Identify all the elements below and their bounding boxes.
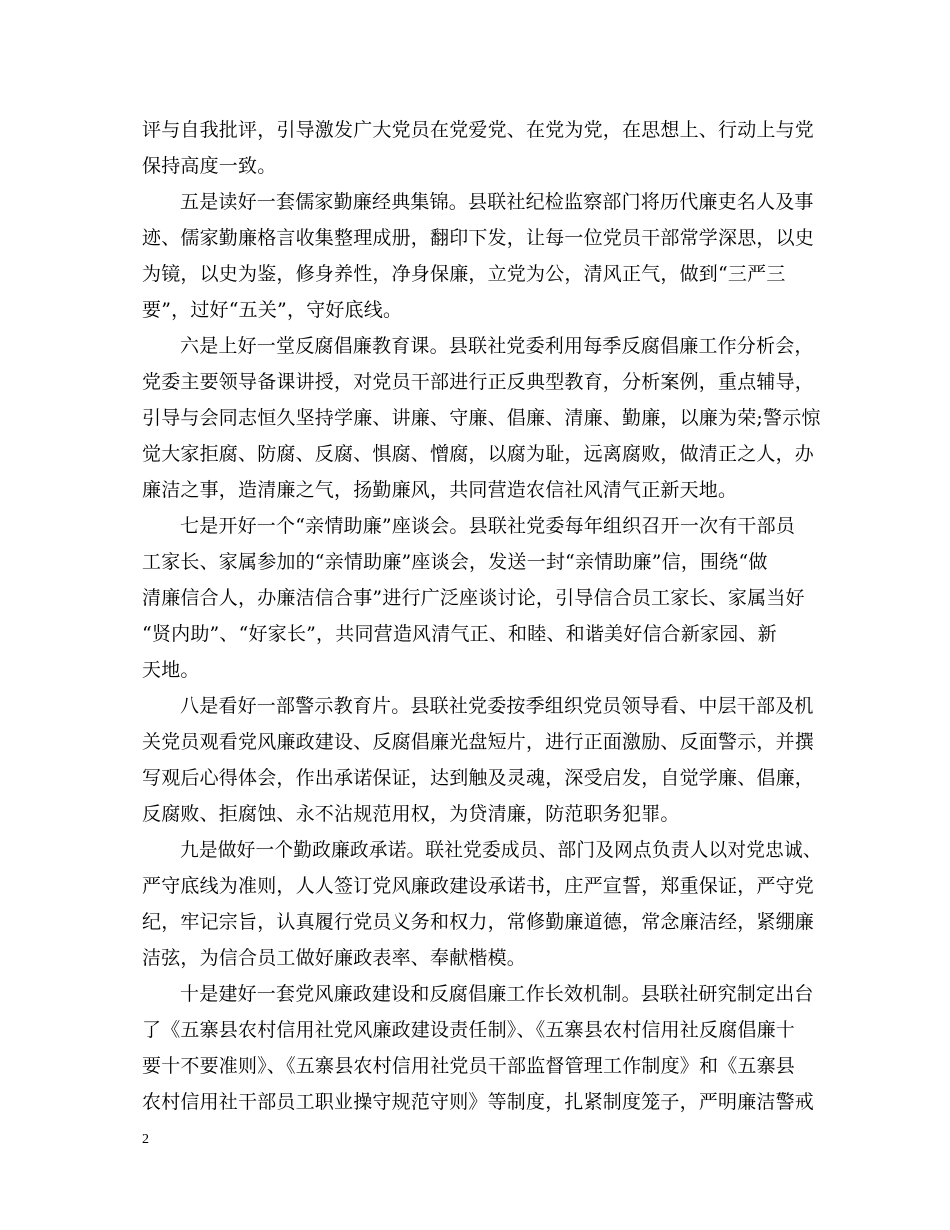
text-line: 清廉信合人，办廉洁信合事”进行广泛座谈讨论，引导信合员工家长、家属当好: [142, 587, 805, 609]
text-line: 要十不要准则》、《五寨县农村信用社党员干部监督管理工作制度》和《五寨县: [142, 1055, 796, 1077]
text-line: 工家长、家属参加的“亲情助廉”座谈会，发送一封“亲情助廉”信，围绕“做: [142, 551, 768, 573]
text-line: 迹、儒家勤廉格言收集整理成册，翻印下发，让每一位党员干部常学深思，以史: [142, 227, 815, 249]
text-line: 评与自我批评，引导激发广大党员在党爱党、在党为党，在思想上、行动上与党: [142, 119, 815, 141]
text-line: 要”，过好“五关”，守好底线。: [142, 299, 403, 321]
text-line: 严守底线为准则，人人签订党风廉政建设承诺书，庄严宣誓，郑重保证，严守党: [142, 875, 815, 897]
text-line: 为镜，以史为鉴，修身养性，净身保廉，立党为公，清风正气，做到“三严三: [142, 263, 786, 285]
paragraph-7-start: 七是开好一个“亲情助廉”座谈会。县联社党委每年组织召开一次有干部员: [180, 515, 796, 537]
text-line: 了《五寨县农村信用社党风廉政建设责任制》、《五寨县农村信用社反腐倡廉十: [142, 1019, 796, 1041]
text-line: 引导与会同志恒久坚持学廉、讲廉、守廉、倡廉、清廉、勤廉，以廉为荣;警示惊: [142, 407, 821, 429]
text-line: 天地。: [142, 659, 200, 681]
paragraph-5-start: 五是读好一套儒家勤廉经典集锦。县联社纪检监察部门将历代廉吏名人及事: [180, 191, 814, 213]
text-line: 反腐败、拒腐蚀、永不沾规范用权，为贷清廉，防范职务犯罪。: [142, 803, 680, 825]
paragraph-9-start: 九是做好一个勤政廉政承诺。联社党委成员、部门及网点负责人以对党忠诚、: [180, 839, 822, 861]
paragraph-10-start: 十是建好一套党风廉政建设和反腐倡廉工作长效机制。县联社研究制定出台: [180, 983, 814, 1005]
text-line: 廉洁之事，造清廉之气，扬勤廉风，共同营造农信社风清气正新天地。: [142, 479, 738, 501]
page-number: 2: [142, 1132, 149, 1147]
text-line: 保持高度一致。: [142, 155, 277, 177]
paragraph-6-start: 六是上好一堂反腐倡廉教育课。县联社党委利用每季反腐倡廉工作分析会，: [180, 335, 814, 357]
paragraph-8-start: 八是看好一部警示教育片。县联社党委按季组织党员领导看、中层干部及机: [180, 695, 814, 717]
text-line: “贤内助”、“好家长”，共同营造风清气正、和睦、和谐美好信合新家园、新: [142, 623, 777, 645]
text-line: 农村信用社干部员工职业操守规范守则》等制度，扎紧制度笼子，严明廉洁警戒: [142, 1091, 815, 1113]
text-line: 纪，牢记宗旨，认真履行党员义务和权力，常修勤廉道德，常念廉洁经，紧绷廉: [142, 911, 815, 933]
text-line: 关党员观看党风廉政建设、反腐倡廉光盘短片，进行正面激励、反面警示，并撰: [142, 731, 815, 753]
text-line: 写观后心得体会，作出承诺保证，达到触及灵魂，深受启发，自觉学廉、倡廉，: [142, 767, 815, 789]
text-line: 党委主要领导备课讲授，对党员干部进行正反典型教育，分析案例，重点辅导，: [142, 371, 815, 393]
text-line: 洁弦，为信合员工做好廉政表率、奉献楷模。: [142, 947, 527, 969]
text-line: 觉大家拒腐、防腐、反腐、惧腐、憎腐，以腐为耻，远离腐败，做清正之人，办: [142, 443, 815, 465]
